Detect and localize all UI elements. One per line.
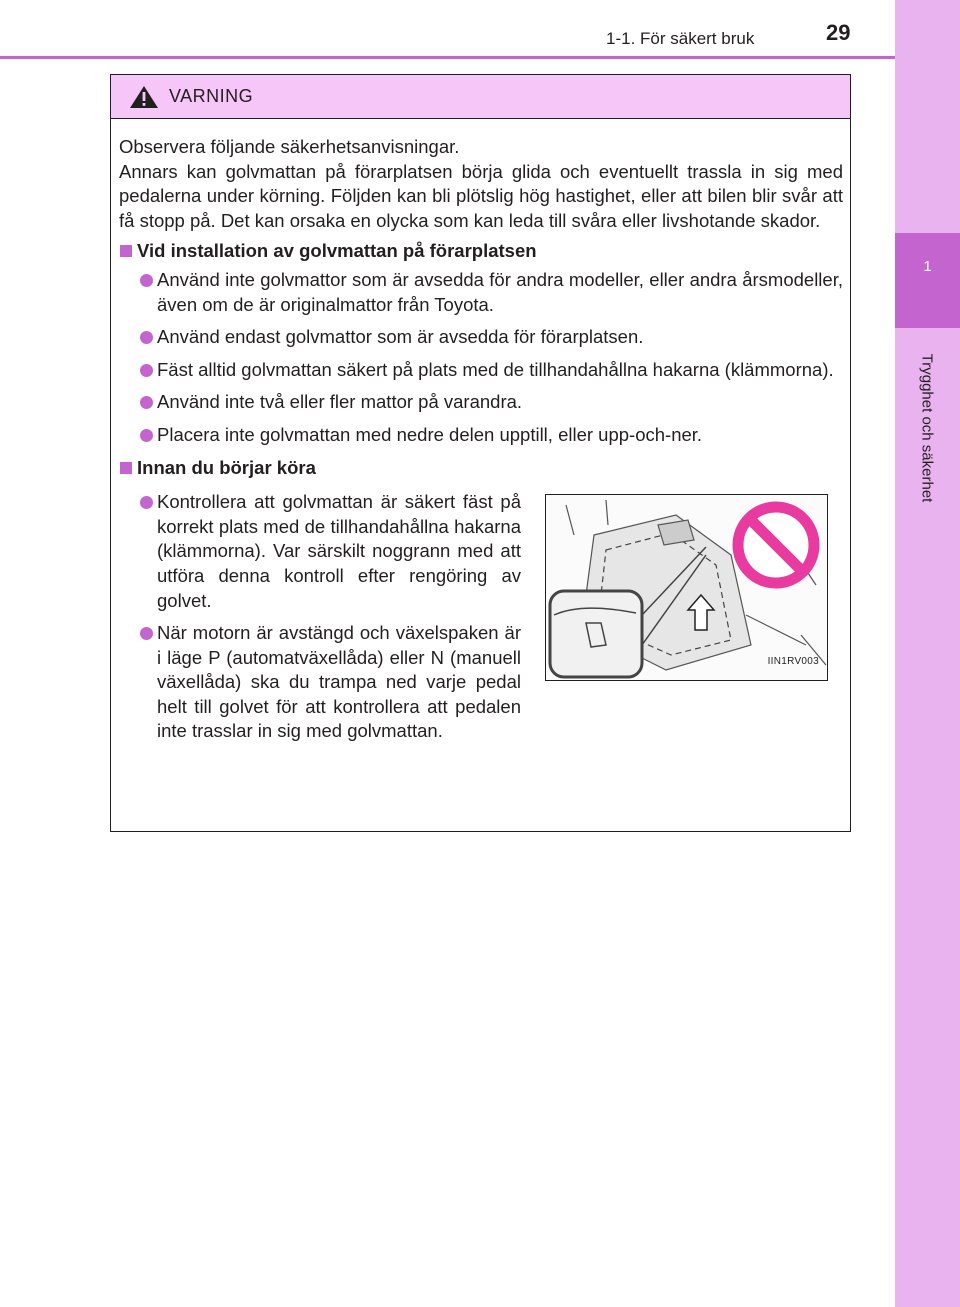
square-bullet-icon — [120, 245, 132, 257]
chapter-tab — [895, 233, 960, 328]
list-item-text: Använd inte golvmattor som är avsedda för andra modeller, eller andra årsmodeller, även om de är originalmattor från Toyota. — [157, 268, 843, 315]
list-item — [119, 490, 521, 613]
warning-header — [111, 75, 850, 119]
list-item-text: Använd inte två eller fler mattor på varandra. — [157, 391, 523, 413]
dot-bullet-icon — [140, 429, 153, 442]
chapter-number: 1 — [923, 258, 932, 275]
page-number: 29 — [826, 20, 851, 45]
list-item — [119, 390, 843, 415]
list-item — [119, 325, 843, 350]
warning-intro — [119, 135, 843, 233]
list-item-text: Fäst alltid golvmattan säkert på plats med de tillhandahållna hakarna (klämmorna). — [157, 358, 834, 380]
dot-bullet-icon — [140, 396, 153, 409]
warning-body — [119, 135, 843, 752]
dot-bullet-icon — [140, 627, 153, 640]
dot-bullet-icon — [140, 496, 153, 509]
list-item — [119, 358, 843, 383]
warning-box — [110, 74, 851, 832]
dot-bullet-icon — [140, 331, 153, 344]
section-heading-text: Vid installation av golvmattan på förarplatsen — [137, 240, 537, 262]
figure-code: IIN1RV003 — [767, 655, 819, 667]
chapter-label: Trygghet och säkerhet — [918, 353, 936, 503]
list-item — [119, 268, 843, 317]
square-bullet-icon — [120, 462, 132, 474]
warning-title: VARNING — [169, 86, 254, 106]
split-section — [119, 490, 843, 744]
list-item-text: Använd endast golvmattor som är avsedda för förarplatsen. — [157, 326, 644, 348]
warning-triangle-icon — [129, 85, 159, 109]
list-item-text: När motorn är avstängd och växelspaken är i läge P (automatväxellåda) eller N (manuell växellåda) ska du trampa ned varje pedal helt till golvet för att kontrollera att pedalen inte trasslar in sig med golvmattan. — [157, 622, 521, 742]
list-item — [119, 423, 843, 448]
header-rule — [0, 56, 895, 59]
dot-bullet-icon — [140, 364, 153, 377]
list-item — [119, 621, 521, 744]
list-item-text: Kontrollera att golvmattan är säkert fäst på korrekt plats med de tillhandahållna hakarna (klämmorna). Var särskilt noggrann med att utföra denna kontroll efter rengöring av golvet. — [157, 491, 521, 611]
section-heading-text: Innan du börjar köra — [137, 456, 316, 478]
list-item-text: Placera inte golvmattan med nedre delen upptill, eller upp-och-ner. — [157, 423, 703, 445]
section-heading — [119, 239, 843, 264]
intro-line: Annars kan golvmattan på förarplatsen börja glida och eventuellt trassla in sig med pedalerna under körning. Följden kan bli plötslig hög hastighet, eller att bilen blir svår att få stopp på. Det kan orsaka en olycka som kan leda till svåra eller livshotande skador. — [119, 160, 843, 231]
intro-line: Observera följande säkerhetsanvisningar. — [119, 136, 460, 157]
text-column — [119, 490, 521, 744]
section-title: 1-1. För säkert bruk — [606, 29, 755, 48]
section-heading — [119, 456, 843, 481]
side-strip — [895, 0, 960, 1307]
dot-bullet-icon — [140, 274, 153, 287]
floor-mat-illustration — [545, 494, 828, 681]
